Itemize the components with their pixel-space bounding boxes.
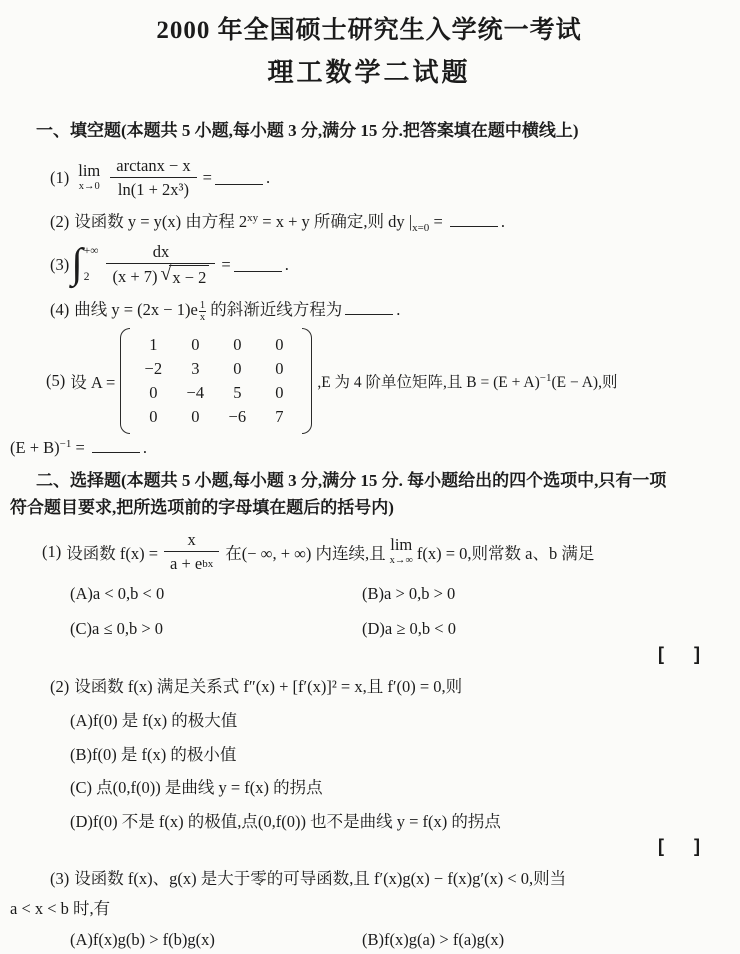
s1-question-1 [50, 153, 732, 203]
matrix-cell: 0 [275, 358, 284, 378]
limit-operator [78, 163, 100, 192]
radicand: x − 2 [169, 265, 209, 288]
matrix-cell: −2 [144, 358, 163, 378]
s1-question-2 [50, 209, 732, 237]
stem-text: 设函数 f(x)、g(x) 是大于零的可导函数,且 f′(x)g(x) − f(x)g′(x) < 0,则当 [74, 868, 567, 888]
option-A: (A)f(x)g(b) > f(b)g(x) [70, 930, 215, 950]
fraction-denominator: ln(1 + 2x³) [110, 177, 196, 200]
option-B: (B)a > 0,b > 0 [362, 583, 456, 603]
radical-icon: √ [160, 263, 172, 286]
inverse-exponent: −1 [59, 437, 72, 450]
stem-text [317, 370, 617, 392]
fraction [164, 529, 219, 575]
denominator-text: (x + 7) [112, 267, 158, 287]
answer-blank [215, 170, 263, 185]
stem-text: 设函数 y = y(x) 由方程 2 [74, 211, 248, 231]
limit-operator [390, 537, 413, 566]
s2-question-1 [42, 529, 732, 575]
question-number: (2) [50, 211, 70, 231]
matrix-cell: 0 [233, 334, 242, 354]
integral-lower-limit: 2 [83, 271, 90, 284]
expression-text: (E + B) [10, 437, 60, 457]
matrix-cell: 0 [233, 358, 242, 378]
option-B: (B)f(x)g(a) > f(a)g(x) [362, 930, 505, 950]
section2-header-line2: 符合题目要求,把所选项前的字母填在题后的括号内) [10, 498, 394, 518]
s1-question-3 [50, 239, 732, 291]
exponent-bx: bx [202, 557, 214, 570]
answer-bracket-line [6, 644, 732, 666]
s2-question-2 [50, 674, 732, 700]
fraction [106, 241, 215, 289]
fraction-numerator: dx [152, 241, 170, 261]
question-number: (1) [50, 168, 70, 188]
question-number: (3) [50, 868, 70, 888]
s2-question-3-line2: a < x < b 时,有 [10, 898, 111, 918]
matrix-cell: 0 [275, 382, 284, 402]
integral-icon: ∫ [71, 241, 83, 287]
stem-text: 曲线 y = (2x − 1)e [74, 299, 198, 319]
lim-word: lim [390, 535, 413, 555]
lim-subscript: x→0 [78, 180, 100, 192]
question-number: (5) [46, 370, 66, 390]
matrix-cell: 1 [149, 334, 158, 354]
fraction-numerator: x [187, 529, 196, 549]
matrix-cell: 3 [191, 358, 200, 378]
period: . [142, 437, 148, 457]
stem-text: 设 A = [70, 372, 116, 392]
exam-title-line1: 2000 年全国硕士研究生入学统一考试 [156, 17, 582, 44]
s1-question-5 [46, 328, 732, 434]
square-root [161, 265, 210, 288]
answer-bracket: [ ] [658, 836, 700, 857]
question-number: (2) [50, 676, 70, 696]
answer-bracket: [ ] [658, 643, 700, 664]
question-number: (3) [50, 255, 70, 275]
stem-text: = x + y 所确定,则 dy | [258, 211, 413, 231]
stem-text: (E − A),则 [551, 373, 618, 391]
matrix-cell: 7 [275, 406, 284, 426]
matrix-cell: 0 [191, 406, 200, 426]
lim-word: lim [78, 161, 101, 181]
matrix-paren-left-icon [120, 328, 130, 434]
subscript-x0: x=0 [412, 221, 430, 234]
inverse-exponent: −1 [539, 371, 552, 384]
option-B: (B)f(0) 是 f(x) 的极小值 [70, 744, 237, 764]
option-D: (D)a ≥ 0,b < 0 [362, 619, 456, 639]
section1-header: 一、填空题(本题共 5 小题,每小题 3 分,满分 15 分.把答案填在题中横线上) [36, 121, 579, 140]
matrix-cell: 5 [233, 382, 242, 402]
option-A: (A)f(0) 是 f(x) 的极大值 [70, 711, 238, 731]
matrix-cell: 0 [275, 334, 284, 354]
answer-blank [450, 212, 498, 227]
exponent-denominator: x [199, 312, 206, 324]
exponent-numerator: 1 [199, 299, 206, 311]
option-C: (C)a ≤ 0,b > 0 [70, 619, 164, 639]
period: . [284, 255, 289, 275]
exponent-fraction [199, 300, 206, 324]
s2q3-options [70, 927, 732, 953]
fraction-denominator [164, 551, 219, 574]
s2q1-options [70, 581, 732, 642]
equals-sign: = [71, 437, 89, 457]
denominator-text: a + e [170, 554, 203, 574]
fraction-denominator [106, 263, 215, 288]
matrix-cell: 0 [149, 382, 158, 402]
equals-sign: = [429, 211, 447, 231]
period: . [500, 211, 505, 231]
lim-subscript: x→∞ [389, 554, 413, 566]
matrix-cell: −6 [228, 406, 247, 426]
stem-text: f(x) = 0,则常数 a、b 满足 [416, 543, 595, 563]
section2-header-line1: 二、选择题(本题共 5 小题,每小题 3 分,满分 15 分. 每小题给出的四个选项中,只有一项 [36, 470, 667, 490]
option-A: (A)a < 0,b < 0 [70, 583, 165, 603]
matrix-grid [130, 328, 302, 434]
matrix-A [120, 328, 312, 434]
stem-text: 设函数 f(x) 满足关系式 f″(x) + [f′(x)]² = x,且 f′(0) = 0,则 [74, 676, 463, 696]
s2-question-3-line1 [50, 866, 732, 892]
equals-sign: = [221, 255, 231, 275]
period: . [265, 168, 271, 188]
question-number: (1) [42, 541, 62, 561]
fraction-numerator: arctanx − x [116, 155, 191, 175]
stem-text: 在(− ∞, + ∞) 内连续,且 [225, 543, 386, 563]
equals-sign: = [202, 168, 212, 188]
period: . [396, 299, 401, 319]
integral-operator [71, 243, 98, 287]
matrix-cell: −4 [186, 382, 205, 402]
integral-limits [84, 243, 99, 287]
matrix-cell: 0 [191, 334, 200, 354]
matrix-cell: 0 [149, 406, 158, 426]
exponent-xy: xy [247, 211, 259, 224]
matrix-paren-right-icon [302, 328, 312, 434]
answer-blank [345, 300, 393, 315]
stem-text: 的斜渐近线方程为 [206, 299, 343, 319]
option-C: (C) 点(0,f(0)) 是曲线 y = f(x) 的拐点 [70, 778, 323, 798]
answer-blank [92, 438, 140, 453]
s1-question-5-line2 [10, 436, 732, 460]
question-number: (4) [50, 299, 70, 319]
answer-bracket-line [6, 836, 732, 858]
exam-title-line2: 理工数学二试题 [267, 58, 471, 87]
stem-text: ,E 为 4 阶单位矩阵,且 B = (E + A) [317, 373, 540, 391]
option-D: (D)f(0) 不是 f(x) 的极值,点(0,f(0)) 也不是曲线 y = f(x) 的拐点 [70, 811, 501, 831]
integral-upper-limit: +∞ [83, 244, 99, 257]
stem-text: 设函数 f(x) = [66, 543, 159, 563]
fraction [110, 155, 196, 201]
s1-question-4 [50, 297, 732, 324]
answer-blank [234, 257, 282, 272]
